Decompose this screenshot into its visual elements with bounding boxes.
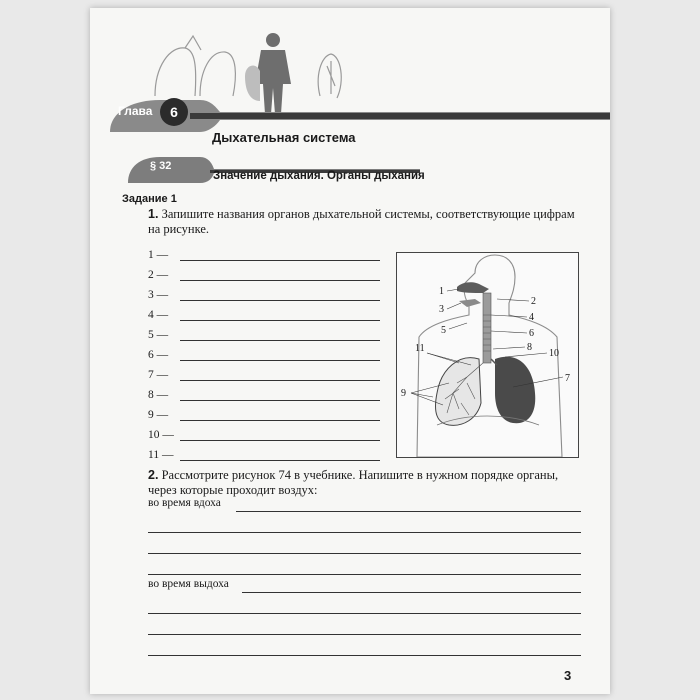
answer-line-label: 4 — [148,309,169,321]
answer-line-label: 11 — [148,449,174,461]
section-title: Значение дыхания. Органы дыхания [213,170,425,182]
page-number: 3 [564,668,572,683]
respiratory-system-figure [396,252,579,458]
answer-line-label: 1 — [148,249,169,261]
answer-line[interactable] [148,303,380,321]
answer-line[interactable] [148,283,380,301]
exhale-answer-line[interactable] [148,613,581,614]
figure-label-11: 11 [415,343,425,354]
answer-line[interactable] [148,343,380,361]
figure-label-7: 7 [565,373,570,384]
answer-line[interactable] [148,383,380,401]
figure-label-8: 8 [527,342,532,353]
figure-label-2: 2 [531,296,536,307]
answer-line[interactable] [148,423,380,441]
figure-label-5: 5 [441,325,446,336]
exhale-answer-line[interactable] [242,592,581,593]
answer-line-label: 5 — [148,329,169,341]
task-title: Задание 1 [122,193,177,205]
inhale-answer-line[interactable] [236,511,581,512]
answer-line[interactable] [148,243,380,261]
chapter-number-badge: 6 [160,98,188,126]
answer-line[interactable] [148,323,380,341]
answer-line[interactable] [148,363,380,381]
question-2-text: Рассмотрите рисунок 74 в учебнике. Напишите в нужном порядке органы, через которые проходит воздух: [148,468,559,497]
answer-line[interactable] [148,443,380,461]
answer-line-label: 10 — [148,429,174,441]
answer-line-label: 9 — [148,409,169,421]
inhale-label: во время вдоха [148,497,221,509]
figure-label-3: 3 [439,304,444,315]
figure-label-6: 6 [529,328,534,339]
inhale-answer-line[interactable] [148,574,581,575]
exhale-label: во время выдоха [148,578,229,590]
answer-line-label: 3 — [148,289,169,301]
question-2 [148,468,588,498]
answer-line[interactable] [148,403,380,421]
answer-line-label: 7 — [148,369,169,381]
exhale-answer-line[interactable] [148,634,581,635]
figure-label-1: 1 [439,286,444,297]
answer-line-label: 8 — [148,389,169,401]
question-2-number: 2. [148,468,159,482]
figure-label-10: 10 [549,348,559,359]
figure-label-4: 4 [529,312,534,323]
section-label: § 32 [150,160,172,172]
respiratory-diagram [397,253,578,457]
question-1-number: 1. [148,207,159,221]
workbook-page [90,8,610,694]
question-1 [148,207,583,237]
answer-line-label: 6 — [148,349,169,361]
exhale-answer-line[interactable] [148,655,581,656]
chapter-title: Дыхательная система [212,130,356,145]
answer-line-label: 2 — [148,269,169,281]
figure-label-9: 9 [401,388,406,399]
question-1-text: Запишите названия органов дыхательной системы, соответствующие цифрам на рисунке. [148,207,575,236]
inhale-answer-line[interactable] [148,553,581,554]
inhale-answer-line[interactable] [148,532,581,533]
answer-line[interactable] [148,263,380,281]
chapter-label: Глава [118,104,153,118]
